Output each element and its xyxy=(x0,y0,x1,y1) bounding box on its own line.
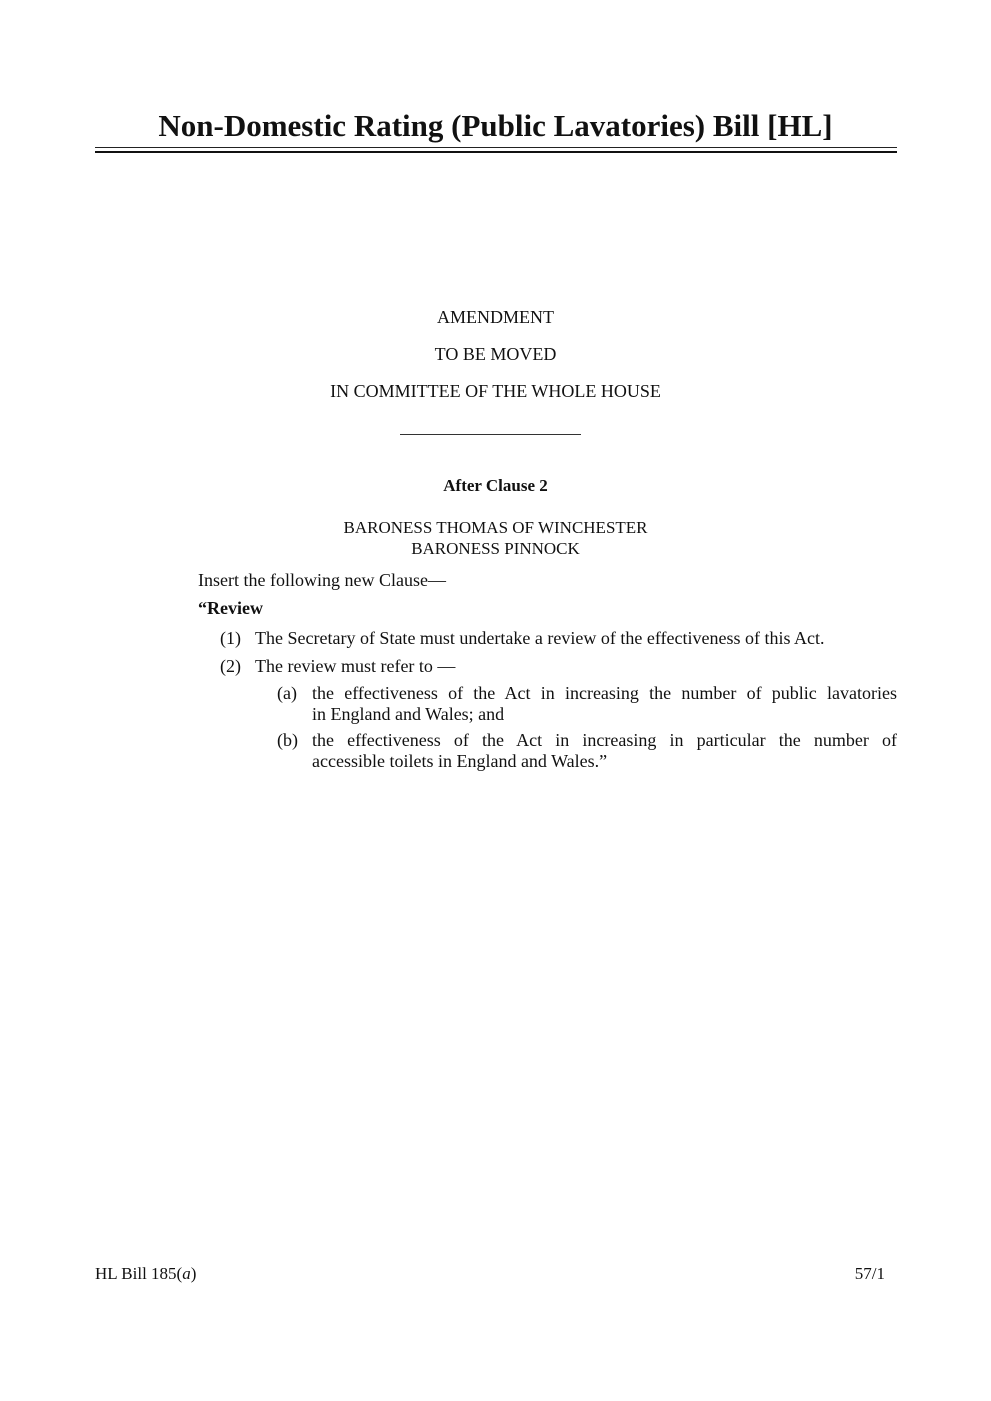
clause-title: “Review xyxy=(198,598,263,618)
amendment-number: 57/1 xyxy=(854,1264,885,1283)
instruction: Insert the following new Clause— xyxy=(198,570,446,590)
paragraph-b-number: (b) xyxy=(277,730,298,750)
heading-committee: IN COMMITTEE OF THE WHOLE HOUSE xyxy=(330,381,661,401)
paragraph-a-number: (a) xyxy=(277,683,297,703)
bill-ref-italic: a xyxy=(182,1264,191,1283)
subsection-1-number: (1) xyxy=(220,628,241,648)
amendment-location: After Clause 2 xyxy=(443,476,548,495)
separator-rule xyxy=(400,434,581,435)
paragraph-b-line2: accessible toilets in England and Wales.” xyxy=(312,751,608,771)
mover-1: BARONESS THOMAS OF WINCHESTER xyxy=(343,518,648,537)
subsection-2-text: The review must refer to — xyxy=(255,656,456,676)
bill-title: Non-Domestic Rating (Public Lavatories) Bill [HL] xyxy=(158,108,833,143)
mover-2: BARONESS PINNOCK xyxy=(411,539,580,558)
heading-to-be-moved: TO BE MOVED xyxy=(434,344,557,364)
paragraph-a-line2: in England and Wales; and xyxy=(312,704,505,724)
bill-ref-text: HL Bill 185( xyxy=(95,1264,183,1283)
subsection-1-text: The Secretary of State must undertake a review of the effectiveness of this Act. xyxy=(255,628,825,648)
paragraph-a-line1: the effectiveness of the Act in increasing the number of public lavatories xyxy=(312,683,897,703)
subsection-2-number: (2) xyxy=(220,656,241,676)
title-rule-thin xyxy=(95,147,897,148)
title-rule-thick xyxy=(95,151,897,153)
paragraph-b-line1: the effectiveness of the Act in increasing in particular the number of xyxy=(312,730,897,750)
heading-amendment: AMENDMENT xyxy=(437,307,554,327)
bill-ref-end: ) xyxy=(190,1264,197,1283)
bill-reference xyxy=(95,1263,196,1285)
